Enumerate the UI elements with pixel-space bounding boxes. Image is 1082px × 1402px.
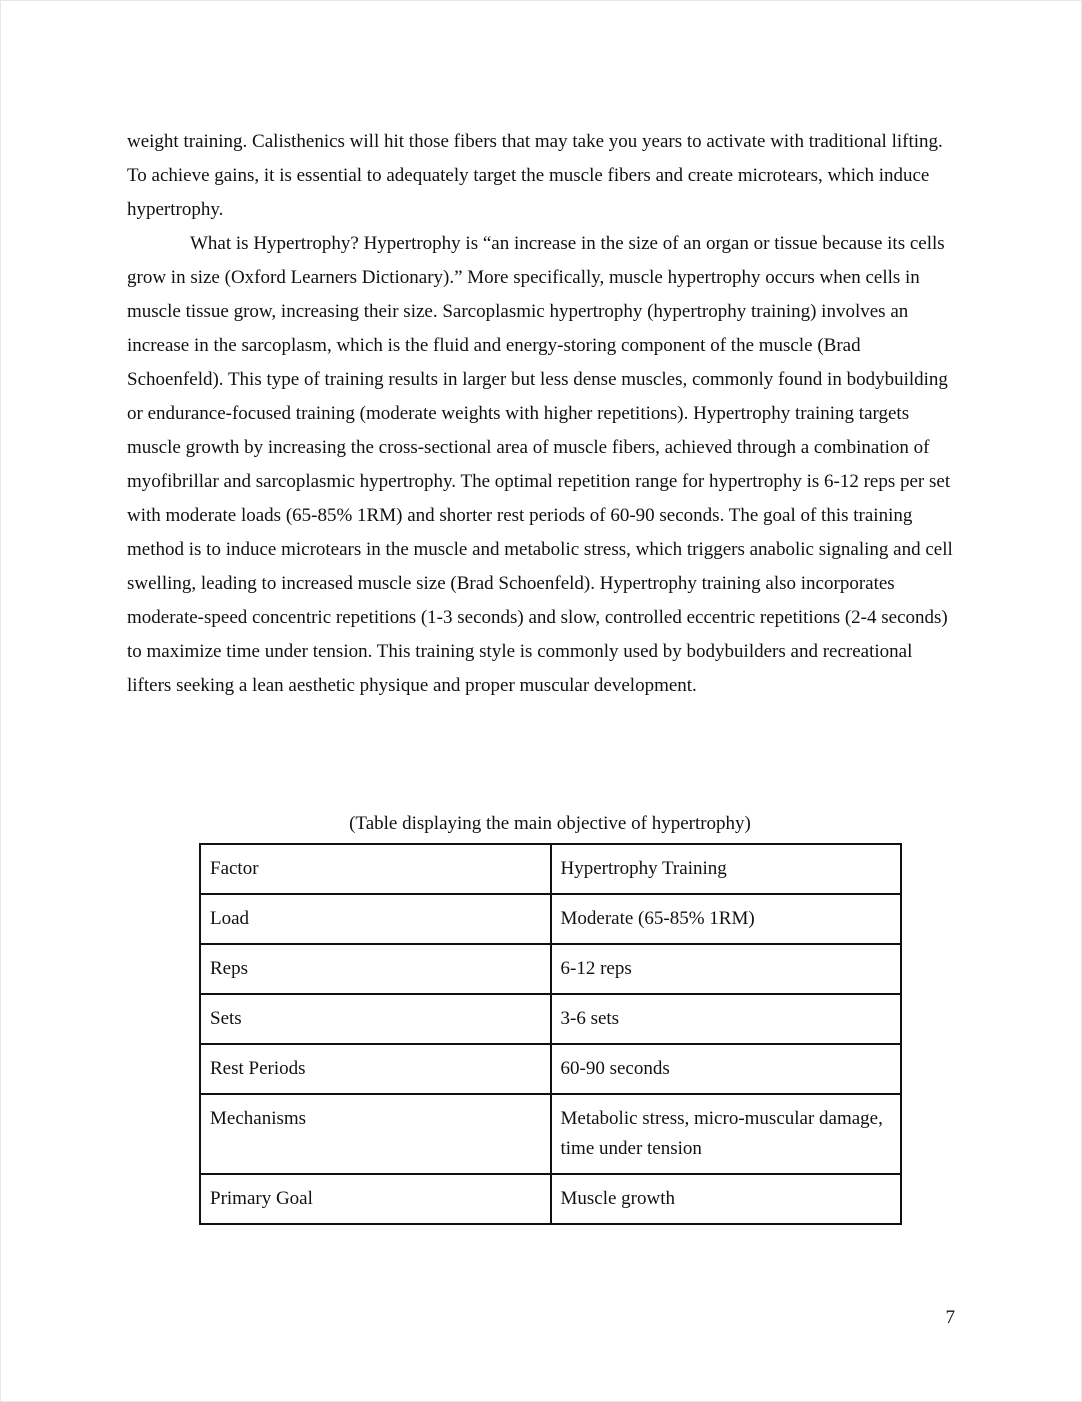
table-cell-factor: Load xyxy=(200,894,551,944)
table-cell-factor: Reps xyxy=(200,944,551,994)
table-cell-value: Muscle growth xyxy=(551,1174,902,1224)
table-cell-factor: Rest Periods xyxy=(200,1044,551,1094)
table-row xyxy=(200,1044,901,1094)
table-cell-value: 3-6 sets xyxy=(551,994,902,1044)
body-text xyxy=(127,125,957,703)
page-number: 7 xyxy=(945,1307,955,1328)
table-header-row xyxy=(200,844,901,894)
table-row xyxy=(200,944,901,994)
table-cell-training-header: Hypertrophy Training xyxy=(551,844,902,894)
hypertrophy-table xyxy=(199,843,902,1225)
table-row xyxy=(200,1094,901,1174)
table-cell-factor-header: Factor xyxy=(200,844,551,894)
table-cell-value: 6-12 reps xyxy=(551,944,902,994)
table-cell-factor: Sets xyxy=(200,994,551,1044)
table-row xyxy=(200,994,901,1044)
table-cell-value: 60-90 seconds xyxy=(551,1044,902,1094)
table-cell-factor: Primary Goal xyxy=(200,1174,551,1224)
paragraph-hypertrophy: What is Hypertrophy? Hypertrophy is “an increase in the size of an organ or tissue because its cells grow in size (Oxford Learners Dictionary).” More specifically, muscle hypertrophy occurs when cells in muscle tissue grow, increasing their size. Sarcoplasmic hypertrophy (hypertrophy training) involves an increase in the sarcoplasm, which is the fluid and energy-storing component of the muscle (Brad Schoenfeld). This type of training results in larger but less dense muscles, commonly found in bodybuilding or endurance-focused training (moderate weights with higher repetitions). Hypertrophy training targets muscle growth by increasing the cross-sectional area of muscle fibers, achieved through a combination of myofibrillar and sarcoplasmic hypertrophy. The optimal repetition range for hypertrophy is 6-12 reps per set with moderate loads (65-85% 1RM) and shorter rest periods of 60-90 seconds. The goal of this training method is to induce microtears in the muscle and metabolic stress, which triggers anabolic signaling and cell swelling, leading to increased muscle size (Brad Schoenfeld). Hypertrophy training also incorporates moderate-speed concentric repetitions (1-3 seconds) and slow, controlled eccentric repetitions (2-4 seconds) to maximize time under tension. This training style is commonly used by bodybuilders and recreational lifters seeking a lean aesthetic physique and proper muscular development. xyxy=(127,233,953,696)
table-row xyxy=(200,1174,901,1224)
paragraph-calisthenics: weight training. Calisthenics will hit those fibers that may take you years to activate with traditional lifting. To achieve gains, it is essential to adequately target the muscle fibers and create microtears, which induce hypertrophy. xyxy=(127,131,943,220)
table-cell-factor: Mechanisms xyxy=(200,1094,551,1174)
table-caption: (Table displaying the main objective of hypertrophy) xyxy=(349,813,751,834)
table-cell-value: Metabolic stress, micro-muscular damage, time under tension xyxy=(551,1094,902,1174)
table-row xyxy=(200,894,901,944)
table-cell-value: Moderate (65-85% 1RM) xyxy=(551,894,902,944)
